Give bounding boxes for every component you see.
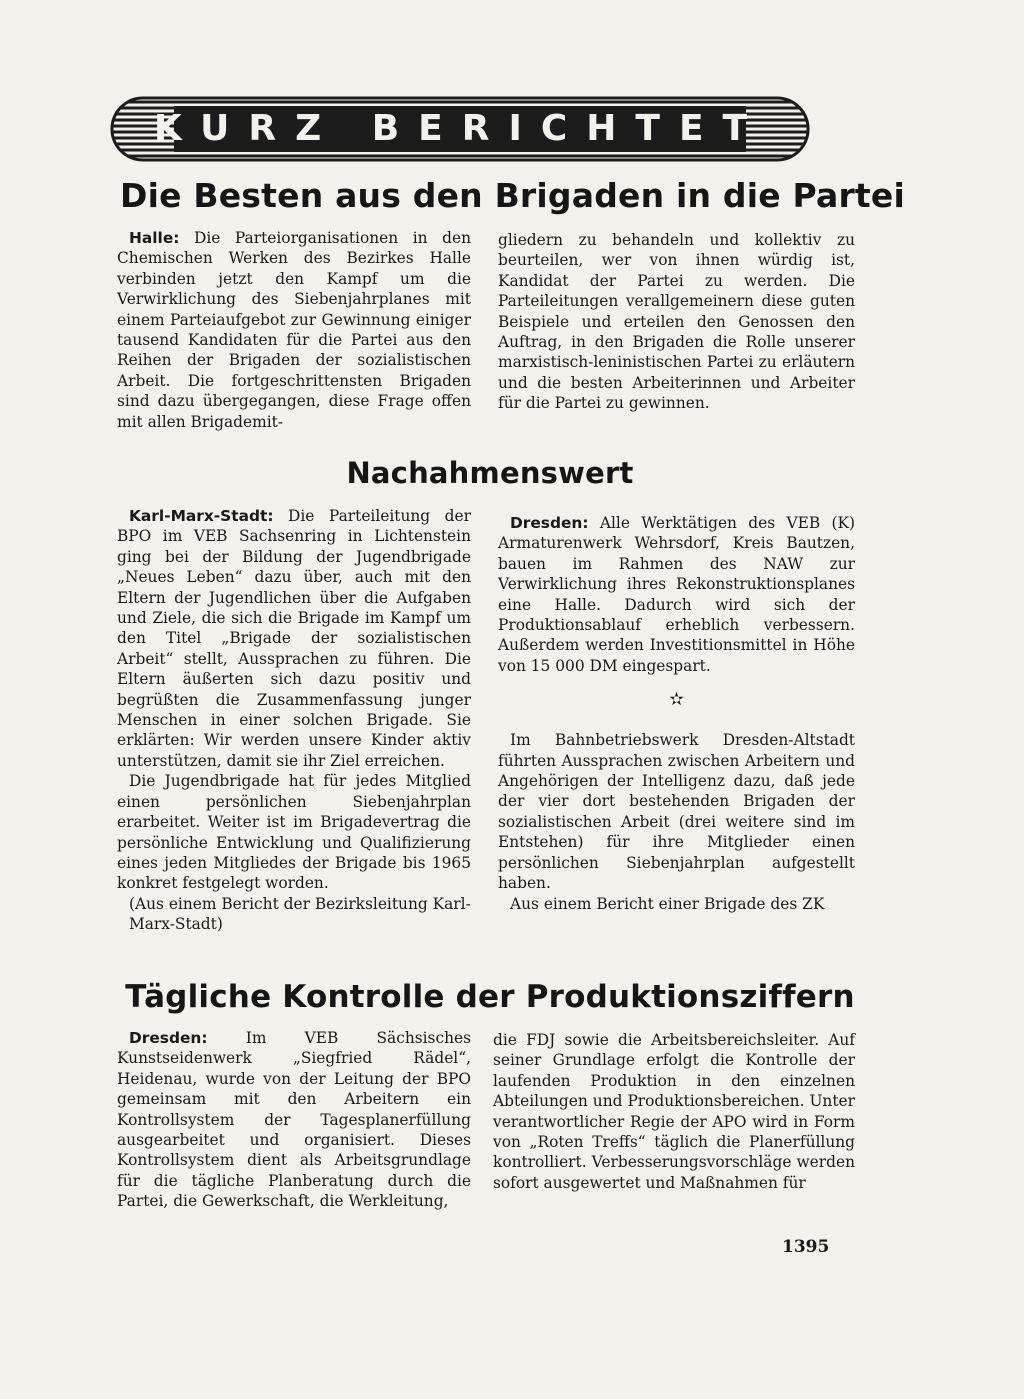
dateline: Dresden: <box>129 1029 208 1047</box>
masthead-banner <box>110 96 810 162</box>
source-note: (Aus einem Bericht der Bezirksleitung Karl-Marx-Stadt) <box>129 894 471 934</box>
article2-left-column <box>117 506 471 935</box>
article3-right-column <box>493 1030 855 1193</box>
masthead-title: KURZ BERICHTET <box>153 108 767 149</box>
body-text: Die Parteileitung der BPO im VEB Sachsenring in Lichtenstein ging bei der Bildung der Jugendbrigade „Neues Leben“ dazu über, auch mit den Eltern der Jugendlichen über die Aufgaben und Ziele, die sich die Brigade im Kampf um den Titel „Brigade der sozialistischen Arbeit“ stellt, Aussprachen zu führen. Die Eltern äußerten sich dazu positiv und begrüßten die Zusammenfassung junger Menschen in einer solchen Brigade. Sie erklärten: Wir werden unsere Kinder aktiv unterstützen, damit sie ihr Ziel erreichen. <box>117 507 471 770</box>
body-text: gliedern zu behandeln und kollektiv zu beurteilen, wer von ihnen würdig ist, Kandidat der Partei zu werden. Die Parteileitungen verallgemeinern diese guten Beispiele und erteilen den Genossen den Auftrag, in den Brigaden die Rolle unserer marxistisch-leninistischen Partei zu erläutern und die besten Arbeiterinnen und Arbeiter für die Partei zu gewinnen. <box>498 231 855 413</box>
source-note: Aus einem Bericht einer Brigade des ZK <box>510 894 825 913</box>
star-divider-icon: ✫ <box>668 689 685 711</box>
body-text: Die Jugendbrigade hat für jedes Mitglied einen persönlichen Siebenjahrplan erarbeitet. Weiter ist im Brigadevertrag die persönliche Entwicklung und Qualifizierung eines jeden Mitgliedes der Brigade bis 1965 konkret festgelegt worden. <box>117 772 471 893</box>
body-text: Die Parteiorganisationen in den Chemischen Werken des Bezirkes Halle verbinden jetzt den Kampf um die Verwirklichung des Siebenjahrplanes mit einem Parteiaufgebot zur Gewinnung einiger tausend Kandidaten für die Partei aus den Reihen der Brigaden der sozialistischen Arbeit. Die fortgeschrittensten Brigaden sind dazu übergegangen, diese Frage offen mit allen Brigademit- <box>117 229 471 431</box>
headline-nachahmenswert: Nachahmenswert <box>346 456 634 490</box>
kurz-berichtet-masthead <box>110 96 810 162</box>
body-text: die FDJ sowie die Arbeitsbereichsleiter. Auf seiner Grundlage erfolgt die Kontrolle der laufenden Produktion in den einzelnen Abteilungen und Produktionsbereichen. Unter verantwortlicher Regie der APO wird in Form von „Roten Treffs“ täglich die Planerfüllung kontrolliert. Verbesserungsvorschläge werden sofort ausgewertet und Maßnahmen für <box>493 1031 855 1192</box>
dateline: Halle: <box>129 229 180 247</box>
article1-right-column <box>498 230 855 414</box>
dateline: Karl-Marx-Stadt: <box>129 507 274 525</box>
body-text: Im VEB Sächsisches Kunstseidenwerk „Siegfried Rädel“, Heidenau, wurde von der Leitung der BPO gemeinsam mit den Arbeitern ein Kontrollsystem der Tagesplanerfüllung ausgearbeitet und organisiert. Dieses Kontrollsystem dient als Arbeitsgrundlage für die tägliche Planberatung durch die Partei, die Gewerkschaft, die Werkleitung, <box>117 1029 471 1211</box>
article3-left-column <box>117 1028 471 1212</box>
article1-left-column <box>117 228 471 432</box>
body-text: Im Bahnbetriebswerk Dresden-Altstadt führten Aussprachen zwischen Arbeitern und Angehörigen der Intelligenz dazu, daß jede der vier dort bestehenden Brigaden der sozialistischen Arbeit (drei weitere sind im Entstehen) für ihre Mitglieder einen persönlichen Siebenjahrplan aufgestellt haben. <box>498 731 855 893</box>
headline-taegliche-kontrolle: Tägliche Kontrolle der Produktionsziffern <box>125 979 855 1015</box>
page-number: 1395 <box>782 1237 830 1257</box>
body-text: Alle Werktätigen des VEB (K) Armaturenwerk Wehrsdorf, Kreis Bautzen, bauen im Rahmen des NAW zur Verwirklichung ihres Rekonstruktionsplanes eine Halle. Dadurch wird sich der Produktionsablauf erheblich verbessern. Außerdem werden Investitionsmittel in Höhe von 15 000 DM eingespart. <box>498 514 855 675</box>
article2-right-column <box>498 513 855 914</box>
headline-besten-brigaden: Die Besten aus den Brigaden in die Partei <box>120 176 905 215</box>
dateline: Dresden: <box>510 514 589 532</box>
